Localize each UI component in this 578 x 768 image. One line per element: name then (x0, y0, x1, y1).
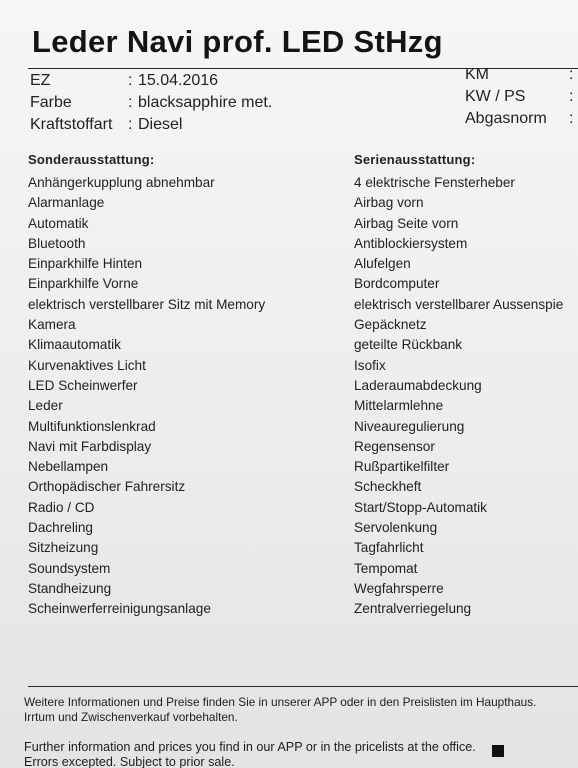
list-item: Zentralverriegelung (354, 601, 472, 617)
info-value: 15.04.2016 (138, 72, 219, 89)
list-item: Laderaumabdeckung (354, 377, 482, 393)
list-item: elektrisch verstellbarer Sitz mit Memory (28, 296, 266, 312)
info-row-ez (30, 72, 272, 94)
info-label: Abgasnorm (465, 110, 547, 127)
list-item: Klimaautomatik (28, 337, 121, 353)
sonderausstattung-section (28, 152, 265, 620)
list-item: Start/Stopp-Automatik (354, 499, 487, 515)
list-item: Wegfahrsperre (354, 580, 444, 596)
info-colon: : (569, 88, 574, 105)
info-colon: : (128, 116, 133, 133)
list-item: Airbag vorn (354, 195, 424, 211)
list-item: Automatik (28, 215, 89, 231)
info-label: EZ (30, 72, 51, 89)
info-colon: : (128, 72, 133, 89)
list-item: Airbag Seite vorn (354, 215, 459, 231)
list-item: Rußpartikelfilter (354, 459, 450, 475)
list-item: Niveauregulierung (354, 418, 465, 434)
serienausstattung-section (354, 152, 563, 620)
info-row-abgasnorm (465, 110, 574, 132)
list-item: Standheizung (28, 580, 112, 596)
footer-line: Further information and prices you find in our APP or in the pricelists at the office. (24, 740, 476, 754)
list-item: Alarmanlage (28, 195, 105, 211)
list-item: Sitzheizung (28, 540, 99, 556)
info-colon: : (569, 110, 574, 127)
list-item: Soundsystem (28, 560, 111, 576)
list-item: Gepäcknetz (354, 317, 427, 333)
footer-divider (28, 686, 578, 687)
list-item: Radio / CD (28, 499, 95, 515)
sonderausstattung-list (28, 173, 265, 620)
list-item: Anhängerkupplung abnehmbar (28, 175, 215, 190)
list-item: Antiblockiersystem (354, 235, 468, 251)
info-label: Farbe (30, 94, 72, 111)
list-item: Alufelgen (354, 256, 411, 272)
list-item: Mittelarmlehne (354, 398, 444, 414)
footer-english (24, 740, 476, 768)
footer-line: Irrtum und Zwischenverkauf vorbehalten. (24, 710, 238, 724)
serienausstattung-list (354, 173, 563, 620)
info-colon: : (128, 94, 133, 111)
footer-line: Weitere Informationen und Preise finden Sie in unserer APP oder in den Preislisten im Haupthaus. (24, 695, 537, 709)
list-item: Regensensor (354, 438, 435, 454)
info-colon: : (569, 66, 574, 83)
info-row-km (465, 66, 574, 88)
vehicle-info-left (30, 72, 272, 138)
list-item: Einparkhilfe Vorne (28, 276, 139, 292)
list-item: Multifunktionslenkrad (28, 418, 156, 434)
footer-line: Errors excepted. Subject to prior sale. (24, 755, 235, 768)
list-item: Servolenkung (354, 520, 438, 536)
list-item: Kamera (28, 317, 76, 333)
info-row-farbe (30, 94, 272, 116)
section-heading: Serienausstattung: (354, 152, 476, 167)
info-row-kraftstoffart (30, 116, 272, 138)
list-item: Bordcomputer (354, 276, 440, 292)
list-item: Isofix (354, 357, 386, 373)
vehicle-info-right (465, 66, 574, 132)
info-label: KM (465, 66, 489, 83)
list-item: Scheckheft (354, 479, 422, 495)
info-label: Kraftstoffart (30, 116, 113, 133)
list-item: 4 elektrische Fensterheber (354, 175, 515, 190)
list-item: Nebellampen (28, 459, 109, 475)
list-item: Tempomat (354, 560, 418, 576)
list-item: Kurvenaktives Licht (28, 357, 146, 373)
info-label: KW / PS (465, 88, 526, 105)
list-item: Dachreling (28, 520, 93, 536)
list-item: elektrisch verstellbarer Aussenspie (354, 296, 564, 312)
list-item: Bluetooth (28, 235, 86, 251)
footer-german (24, 695, 536, 725)
list-item: Orthopädischer Fahrersitz (28, 479, 186, 495)
info-row-kw-ps (465, 88, 574, 110)
list-item: geteilte Rückbank (354, 337, 463, 353)
list-item: Scheinwerferreinigungsanlage (28, 601, 211, 617)
info-value: blacksapphire met. (138, 94, 273, 111)
info-value: Diesel (138, 116, 183, 133)
list-item: Einparkhilfe Hinten (28, 256, 143, 272)
list-item: Tagfahrlicht (354, 540, 424, 556)
list-item: Leder (28, 398, 63, 414)
black-square-mark (492, 745, 504, 757)
list-item: Navi mit Farbdisplay (28, 438, 152, 454)
page-title: Leder Navi prof. LED StHzg (32, 24, 443, 59)
list-item: LED Scheinwerfer (28, 377, 138, 393)
section-heading: Sonderausstattung: (28, 152, 155, 167)
